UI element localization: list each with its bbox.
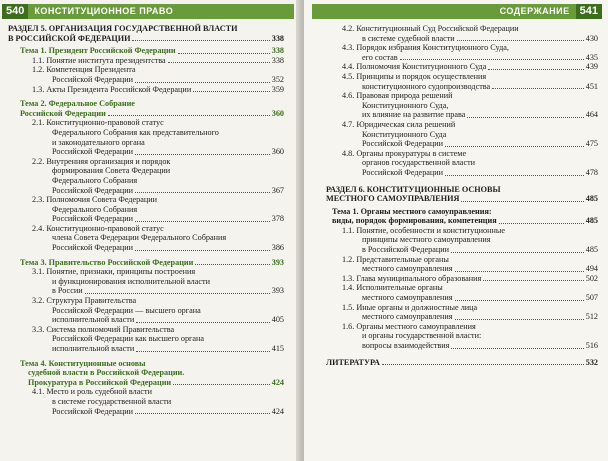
toc-item-6-1-2: 1.2. Представительные органы местного самоуправления 494 <box>342 254 598 274</box>
toc-item-6-1-4: 1.4. Исполнительные органы местного самоуправления 507 <box>342 283 598 303</box>
right-page-number: 541 <box>576 4 602 19</box>
toc-topic-4: Тема 4. Конституционные основы судебной власти в Российской Федерации. Прокуратура в Российской Федерации 424 <box>20 358 284 387</box>
left-page-header <box>2 4 294 19</box>
toc-item-3-1: 3.1. Понятие, признаки, принципы построения и функционирования исполнительной власти в России 393 <box>32 267 284 296</box>
toc-item-1-2: 1.2. Компетенция Президента Российской Федерации 352 <box>32 65 284 84</box>
toc-item-4-2: 4.2. Конституционный Суд Российской Федерации в системе судебной власти 430 <box>342 24 598 43</box>
toc-item-2-1: 2.1. Конституционно-правовой статус Федерального Собрания как представительного и законодательного органа Российской Федерации 360 <box>32 118 284 157</box>
toc-item-2-2: 2.2. Внутренняя организация и порядок формирования Совета Федерации Федерального Собрания Российской Федерации 367 <box>32 156 284 195</box>
toc-item-6-1-5: 1.5. Иные органы и должностные лица местного самоуправления 512 <box>342 302 598 322</box>
toc-item-4-6: 4.6. Правовая природа решений Конституционного Суда, их влияние на развитие права 464 <box>342 91 598 120</box>
toc-item-3-2: 3.2. Структура Правительства Российской Федерации — высшего органа исполнительной власти 405 <box>32 296 284 325</box>
toc-section-6: РАЗДЕЛ 6. КОНСТИТУЦИОННЫЕ ОСНОВЫ МЕСТНОГО САМОУПРАВЛЕНИЯ 485 <box>326 184 598 204</box>
right-toc <box>326 24 598 367</box>
toc-item-4-3: 4.3. Порядок избрания Конституционного Суда, его состав 435 <box>342 43 598 62</box>
right-page-header <box>312 4 602 19</box>
toc-item-2-3: 2.3. Полномочия Совета Федерации Федерального Собрания Российской Федерации 378 <box>32 195 284 224</box>
toc-item-1-1: 1.1. Понятие института президентства 338 <box>32 55 284 65</box>
right-page <box>304 0 608 461</box>
toc-topic-3: Тема 3. Правительство Российской Федерации 393 <box>20 257 284 267</box>
toc-item-4-1: 4.1. Место и роль судебной власти в системе государственной власти Российской Федерации 424 <box>32 387 284 416</box>
left-page <box>0 0 300 461</box>
toc-item-2-4: 2.4. Конституционно-правовой статус члена Совета Федерации Федерального Собрания Российской Федерации 386 <box>32 223 284 253</box>
toc-topic-1: Тема 1. Президент Российской Федерации 338 <box>20 46 284 56</box>
toc-item-4-7: 4.7. Юридическая сила решений Конституционного Суда Российской Федерации 475 <box>342 119 598 149</box>
toc-topic-2: Тема 2. Федеральное Собрание Российской Федерации 360 <box>20 99 284 118</box>
toc-literature: ЛИТЕРАТУРА 532 <box>326 357 598 367</box>
toc-item-6-1-6: 1.6. Органы местного самоуправления и органы государственной власти: вопросы взаимодействия 516 <box>342 321 598 350</box>
toc-item-4-8: 4.8. Органы прокуратуры в системе органов государственной власти Российской Федерации 478 <box>342 148 598 177</box>
toc-item-4-4: 4.4. Полномочия Конституционного Суда 439 <box>342 62 598 72</box>
left-page-number: 540 <box>2 4 28 19</box>
toc-item-6-1-1: 1.1. Понятие, особенности и конституционные принципы местного самоуправления в Российской Федерации 485 <box>342 225 598 255</box>
toc-item-4-5: 4.5. Принципы и порядок осуществления конституционного судопроизводства 451 <box>342 71 598 91</box>
right-running-title: СОДЕРЖАНИЕ <box>499 6 570 16</box>
left-toc <box>0 24 300 416</box>
page-ref: 338 <box>271 33 284 43</box>
toc-topic-6-1: Тема 1. Органы местного самоуправления: виды, порядок формирования, компетенция 485 <box>332 206 598 226</box>
toc-section-5: РАЗДЕЛ 5. ОРГАНИЗАЦИЯ ГОСУДАРСТВЕННОЙ ВЛАСТИ В РОССИЙСКОЙ ФЕДЕРАЦИИ 338 <box>8 24 284 43</box>
left-running-title: КОНСТИТУЦИОННОЕ ПРАВО <box>34 6 174 16</box>
toc-item-6-1-3: 1.3. Глава муниципального образования 502 <box>342 273 598 283</box>
toc-item-1-3: 1.3. Акты Президента Российской Федерации 359 <box>32 84 284 94</box>
toc-item-3-3: 3.3. Система полномочий Правительства Российской Федерации как высшего органа исполнительной власти 415 <box>32 324 284 353</box>
